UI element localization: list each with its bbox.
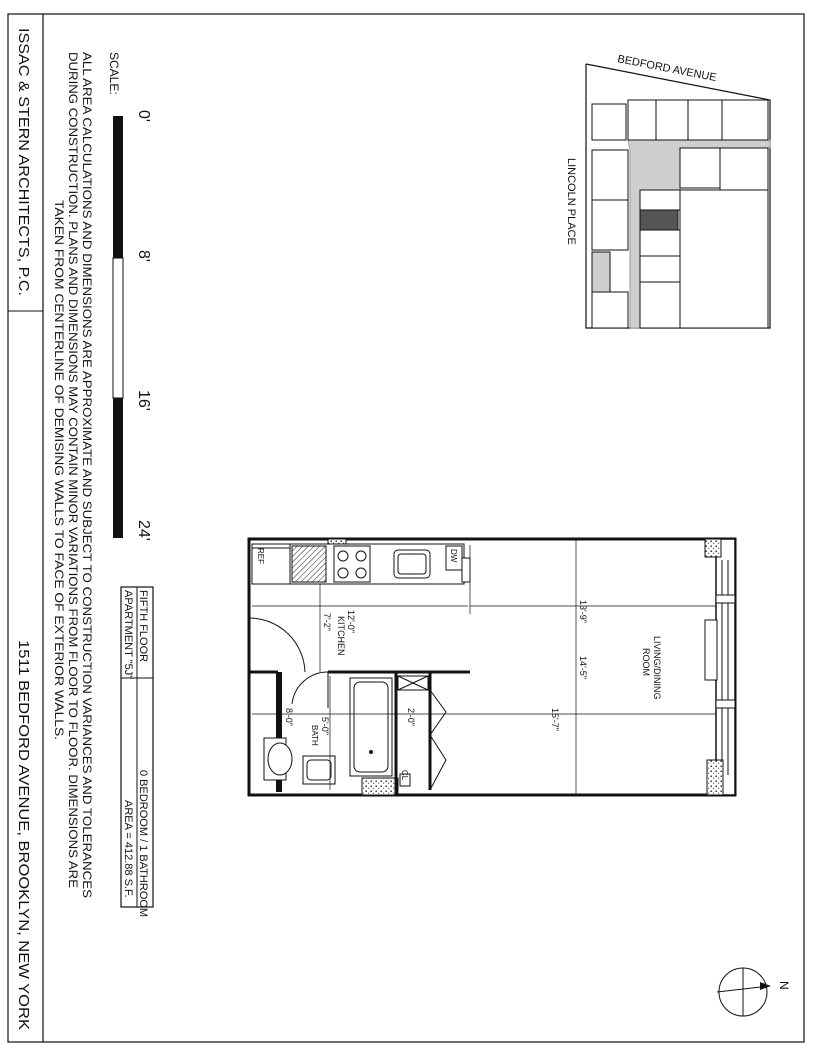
- bedroom-count: 0 BEDROOM / 1 BATHROOM: [137, 770, 149, 918]
- scale-bar-segment-2: [113, 258, 123, 398]
- scale-tick-label: 16': [135, 390, 152, 411]
- firm-name: ISSAC & STERN ARCHITECTS, P.C.: [15, 28, 32, 277]
- room-label-living-1: LIVING/DINING: [652, 636, 662, 700]
- area-label: AREA = 412.88 S.F.: [122, 800, 134, 898]
- floor-plan: [249, 539, 735, 795]
- closet-bifold-door: [430, 690, 446, 790]
- scale-tick-label: 8': [135, 250, 152, 262]
- fixture-label-dw: DW: [449, 549, 458, 563]
- window-wall: [716, 539, 735, 795]
- unit-info-box: [121, 587, 153, 917]
- title-block: [15, 28, 32, 1030]
- disclaimer-line-3: TAKEN FROM CENTERLINE OF DEMISING WALLS TO FACE OF EXTERIOR WALLS.: [52, 200, 66, 670]
- scale-tick-label: 24': [135, 520, 152, 541]
- north-arrow: [717, 968, 791, 1016]
- bathtub: [350, 678, 392, 776]
- room-label-closet: CL: [400, 770, 409, 781]
- room-label-kitchen: KITCHEN: [336, 616, 346, 656]
- room-label-living-2: ROOM: [641, 648, 651, 676]
- street-label-bedford: BEDFORD AVENUE: [616, 53, 718, 85]
- entry-door-swing: [249, 618, 305, 672]
- dimension-kitchen-width: 7'-2": [322, 613, 332, 631]
- dimension-closet-width: 2'-0": [406, 708, 416, 726]
- scale-bar: [107, 52, 152, 541]
- disclaimer-notes: [52, 52, 94, 898]
- dimension-kitchen-length: 12'-0": [346, 610, 356, 633]
- column: [362, 778, 398, 795]
- key-plan: [586, 64, 770, 328]
- project-address: 1511 BEDFORD AVENUE, BROOKLYN, NEW YORK: [15, 640, 32, 994]
- apartment-label: APARTMENT "5J": [122, 590, 134, 680]
- toilet-bowl: [268, 743, 292, 775]
- column: [707, 760, 723, 795]
- scale-bar-segment-1: [113, 116, 123, 258]
- dimension-bath-length: 8'-0": [284, 708, 294, 726]
- bath-door-swing: [292, 672, 328, 704]
- floor-label: FIFTH FLOOR: [137, 590, 149, 663]
- dimension-living-length: 13'-9": [578, 600, 588, 623]
- column: [705, 539, 721, 557]
- street-label-lincoln: LINCOLN PLACE: [565, 158, 577, 245]
- disclaimer-line-1: ALL AREA CALCULATIONS AND DIMENSIONS ARE APPROXIMATE AND SUBJECT TO CONSTRUCTION VARIANCES AND TOLERANCES: [80, 52, 94, 815]
- dimension-bath-width: 5'-0": [320, 717, 330, 735]
- scale-bar-segment-3: [113, 398, 123, 538]
- scale-label: SCALE:: [107, 52, 121, 95]
- dimension-living-width: 14'-5": [578, 656, 588, 679]
- room-label-bath: BATH: [310, 725, 319, 746]
- key-plan-unit-highlight: [640, 210, 678, 230]
- fixture-label-ref: REF: [256, 548, 265, 564]
- cooktop-hatch: [292, 546, 326, 582]
- north-label: N: [777, 981, 791, 990]
- scale-tick-label: 0': [135, 110, 152, 122]
- dimension-living-length-2: 15'-7": [550, 708, 560, 731]
- disclaimer-line-2: DURING CONSTRUCTION. PLANS AND DIMENSIONS MAY CONTAIN MINOR VARIATIONS FROM FLOOR TO FLOOR. DIMENSIONS ARE: [66, 52, 80, 813]
